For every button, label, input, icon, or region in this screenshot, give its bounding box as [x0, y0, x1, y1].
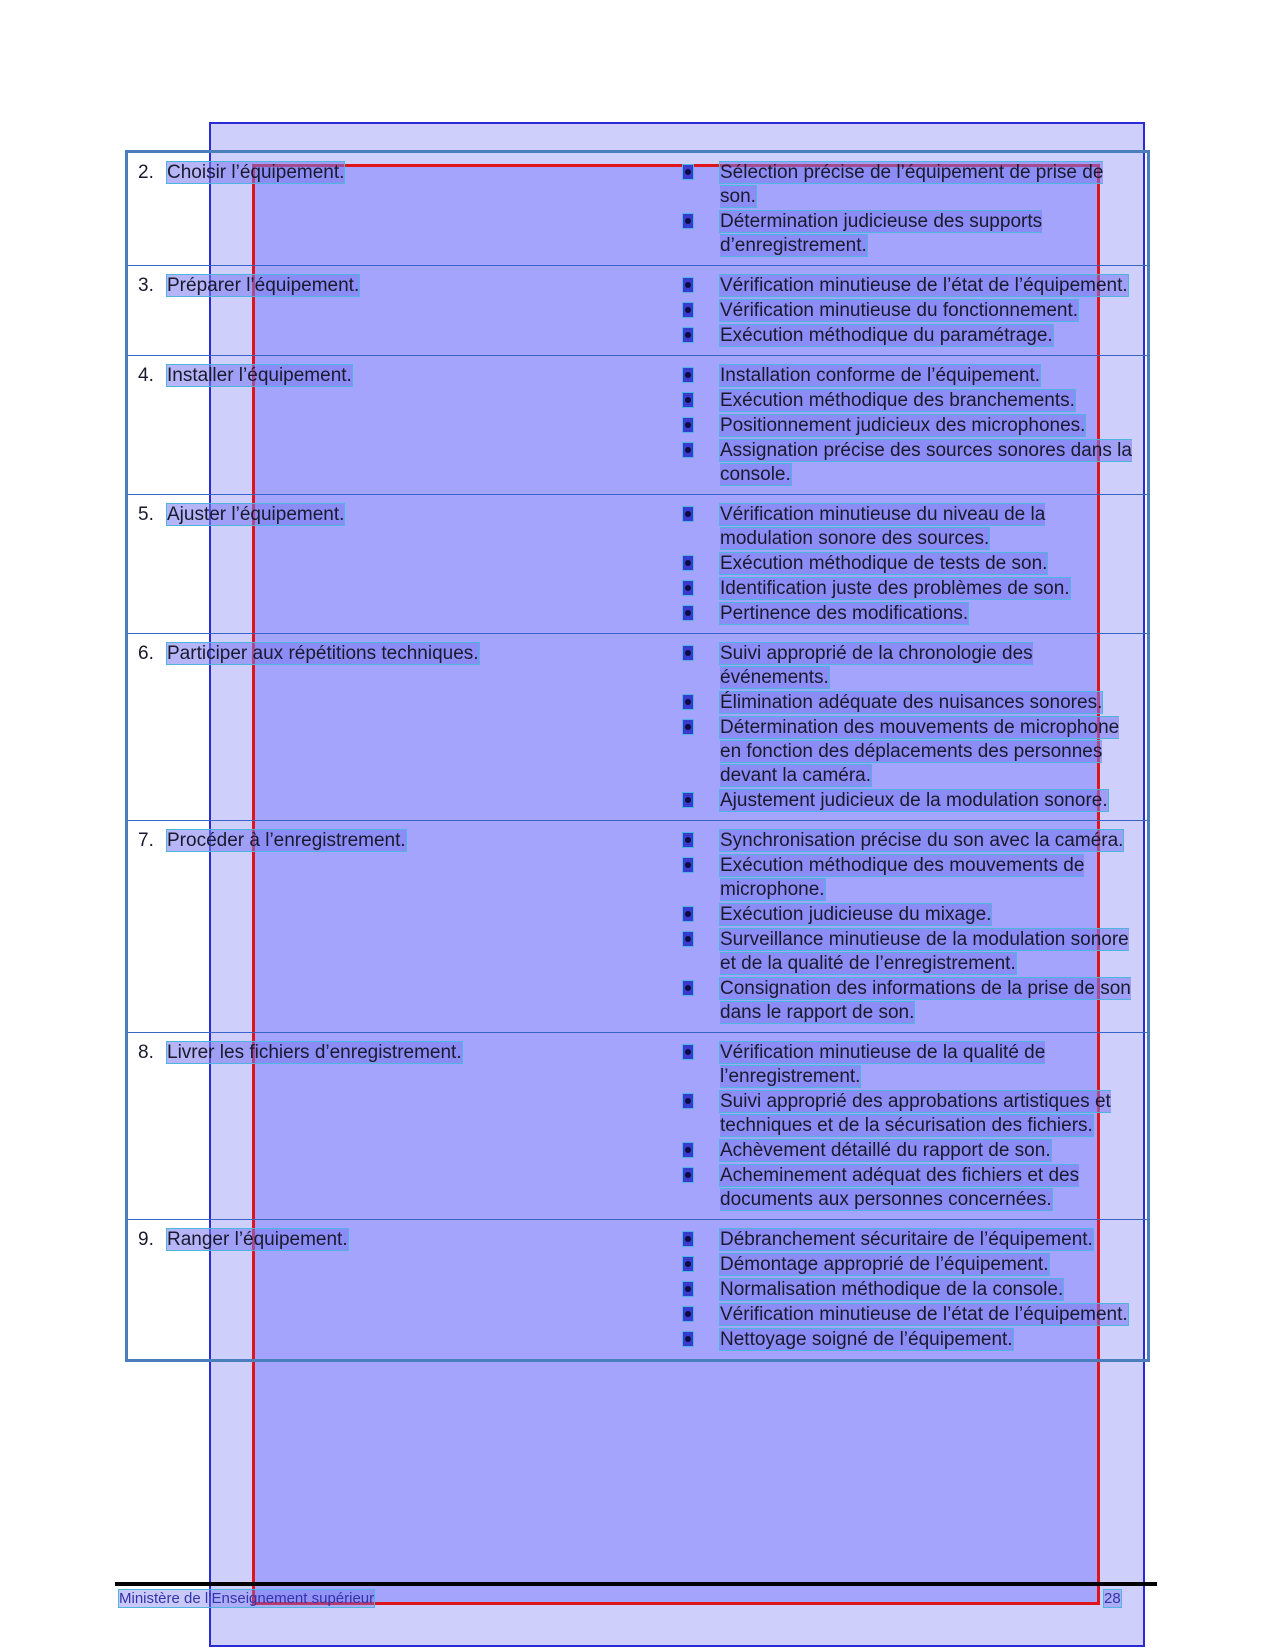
criterion-text: Synchronisation précise du son avec la caméra. [720, 830, 1124, 851]
bullet-icon [683, 720, 693, 734]
list-item [683, 642, 1138, 690]
list-item [683, 1164, 1138, 1212]
bullet-icon [683, 393, 693, 407]
step-cell [128, 503, 683, 627]
competency-table [125, 150, 1150, 1362]
criterion-text: Pertinence des modifications. [720, 603, 969, 624]
list-item [683, 716, 1138, 788]
list-item [683, 161, 1138, 209]
list-item [683, 1228, 1138, 1252]
criterion-text: Surveillance minutieuse de la modulation sonore et de la qualité de l’enregistrement. [720, 929, 1129, 974]
bullet-icon [683, 981, 693, 995]
bullet-icon [683, 1257, 693, 1271]
list-item [683, 977, 1138, 1025]
bullet-icon [683, 695, 693, 709]
table-row [128, 494, 1147, 633]
step-label: Préparer l’équipement. [167, 275, 360, 296]
list-item [683, 364, 1138, 388]
criterion-text: Exécution méthodique du paramétrage. [720, 325, 1053, 346]
list-item [683, 577, 1138, 601]
list-item [683, 1253, 1138, 1277]
bullet-icon [683, 507, 693, 521]
list-item [683, 602, 1138, 626]
table-row [128, 1032, 1147, 1219]
step-cell [128, 1228, 683, 1353]
footer-ministry: Ministère de l’Enseignement supérieur [119, 1590, 375, 1607]
table-row [128, 1219, 1147, 1359]
criterion-text: Vérification minutieuse de la qualité de l’enregistrement. [720, 1042, 1046, 1087]
step-number: 2. [138, 162, 154, 183]
step-number: 9. [138, 1229, 154, 1250]
criterion-text: Exécution méthodique des mouvements de microphone. [720, 855, 1085, 900]
list-item [683, 903, 1138, 927]
step-cell [128, 829, 683, 1026]
step-number: 5. [138, 504, 154, 525]
criterion-text: Démontage approprié de l’équipement. [720, 1254, 1049, 1275]
bullet-icon [683, 1307, 693, 1321]
criterion-text: Détermination des mouvements de microphone en fonction des déplacements des personnes devant la caméra. [720, 717, 1120, 786]
criterion-text: Vérification minutieuse du fonctionnement. [720, 300, 1079, 321]
bullet-icon [683, 443, 693, 457]
criterion-text: Identification juste des problèmes de son. [720, 578, 1070, 599]
criterion-text: Exécution méthodique de tests de son. [720, 553, 1048, 574]
step-cell [128, 161, 683, 259]
list-item [683, 1041, 1138, 1089]
footer-page-number: 28 [1104, 1590, 1121, 1607]
criterion-text: Exécution méthodique des branchements. [720, 390, 1075, 411]
criterion-text: Acheminement adéquat des fichiers et des documents aux personnes concernées. [720, 1165, 1080, 1210]
criterion-text: Suivi approprié de la chronologie des événements. [720, 643, 1033, 688]
criterion-text: Détermination judicieuse des supports d’enregistrement. [720, 211, 1043, 256]
criteria-list [683, 503, 1138, 627]
bullet-icon [683, 833, 693, 847]
list-item [683, 299, 1138, 323]
bullet-icon [683, 418, 693, 432]
bullet-icon [683, 556, 693, 570]
criterion-text: Ajustement judicieux de la modulation sonore. [720, 790, 1108, 811]
list-item [683, 789, 1138, 813]
step-label: Procéder à l’enregistrement. [167, 830, 406, 851]
criterion-text: Installation conforme de l’équipement. [720, 365, 1041, 386]
criterion-text: Suivi approprié des approbations artistiques et techniques et de la sécurisation des fichiers. [720, 1091, 1111, 1136]
table-row [128, 355, 1147, 494]
list-item [683, 439, 1138, 487]
bullet-icon [683, 1332, 693, 1346]
step-label: Participer aux répétitions techniques. [167, 643, 479, 664]
bullet-icon [683, 907, 693, 921]
step-number: 8. [138, 1042, 154, 1063]
bullet-icon [683, 303, 693, 317]
list-item [683, 324, 1138, 348]
criterion-text: Assignation précise des sources sonores dans la console. [720, 440, 1132, 485]
bullet-icon [683, 1045, 693, 1059]
step-cell [128, 274, 683, 349]
criteria-list [683, 1228, 1138, 1353]
bullet-icon [683, 214, 693, 228]
step-label: Livrer les fichiers d’enregistrement. [167, 1042, 462, 1063]
bullet-icon [683, 165, 693, 179]
step-cell [128, 1041, 683, 1213]
bullet-icon [683, 1282, 693, 1296]
step-number: 6. [138, 643, 154, 664]
criterion-text: Normalisation méthodique de la console. [720, 1279, 1064, 1300]
bullet-icon [683, 1143, 693, 1157]
table-row [128, 820, 1147, 1032]
bullet-icon [683, 1232, 693, 1246]
criterion-text: Vérification minutieuse de l’état de l’équipement. [720, 1304, 1128, 1325]
list-item [683, 691, 1138, 715]
list-item [683, 274, 1138, 298]
step-cell [128, 642, 683, 814]
bullet-icon [683, 793, 693, 807]
step-number: 7. [138, 830, 154, 851]
criterion-text: Vérification minutieuse de l’état de l’équipement. [720, 275, 1128, 296]
criterion-text: Vérification minutieuse du niveau de la modulation sonore des sources. [720, 504, 1046, 549]
table-row [128, 633, 1147, 820]
step-number: 4. [138, 365, 154, 386]
criteria-list [683, 1041, 1138, 1213]
bullet-icon [683, 328, 693, 342]
step-label: Ranger l’équipement. [167, 1229, 348, 1250]
list-item [683, 210, 1138, 258]
table-row [128, 153, 1147, 265]
step-number: 3. [138, 275, 154, 296]
bullet-icon [683, 278, 693, 292]
bullet-icon [683, 1168, 693, 1182]
bullet-icon [683, 932, 693, 946]
list-item [683, 854, 1138, 902]
criterion-text: Consignation des informations de la prise de son dans le rapport de son. [720, 978, 1131, 1023]
list-item [683, 829, 1138, 853]
step-cell [128, 364, 683, 488]
table-row [128, 265, 1147, 355]
criterion-text: Nettoyage soigné de l’équipement. [720, 1329, 1013, 1350]
criteria-list [683, 274, 1138, 349]
list-item [683, 1328, 1138, 1352]
list-item [683, 928, 1138, 976]
bullet-icon [683, 1094, 693, 1108]
list-item [683, 1090, 1138, 1138]
step-label: Installer l’équipement. [167, 365, 352, 386]
criterion-text: Élimination adéquate des nuisances sonores. [720, 692, 1103, 713]
criterion-text: Positionnement judicieux des microphones. [720, 415, 1086, 436]
criteria-list [683, 829, 1138, 1026]
criterion-text: Débranchement sécuritaire de l’équipement. [720, 1229, 1093, 1250]
list-item [683, 1139, 1138, 1163]
list-item [683, 503, 1138, 551]
list-item [683, 1303, 1138, 1327]
criteria-list [683, 642, 1138, 814]
criteria-list [683, 364, 1138, 488]
list-item [683, 552, 1138, 576]
step-label: Ajuster l’équipement. [167, 504, 345, 525]
bullet-icon [683, 646, 693, 660]
step-label: Choisir l’équipement. [167, 162, 345, 183]
bullet-icon [683, 858, 693, 872]
bullet-icon [683, 581, 693, 595]
footer-divider [115, 1582, 1157, 1586]
criterion-text: Exécution judicieuse du mixage. [720, 904, 992, 925]
bullet-icon [683, 368, 693, 382]
bullet-icon [683, 606, 693, 620]
criterion-text: Sélection précise de l’équipement de prise de son. [720, 162, 1104, 207]
list-item [683, 414, 1138, 438]
criteria-list [683, 161, 1138, 259]
list-item [683, 1278, 1138, 1302]
list-item [683, 389, 1138, 413]
criterion-text: Achèvement détaillé du rapport de son. [720, 1140, 1051, 1161]
